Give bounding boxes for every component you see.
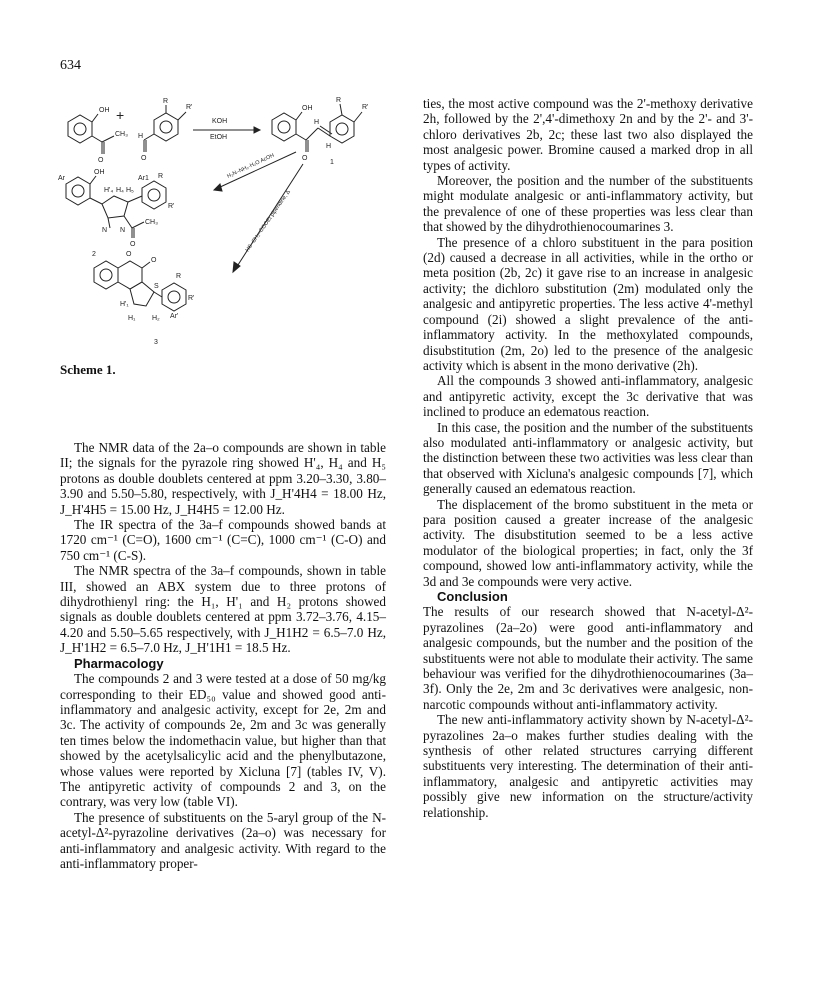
- paragraph: The presence of substituents on the 5-aryl group of the N-acetyl-Δ²-pyrazoline derivatives (2a–o) was necessary for anti-inflammatory and analgesic activity. With regard to the anti-inflammatory proper-: [60, 809, 386, 871]
- svg-text:H'₄: H'₄: [104, 187, 114, 194]
- benzaldehyde-structure: [144, 105, 186, 152]
- svg-text:R: R: [336, 97, 342, 104]
- reaction-scheme: [58, 92, 398, 362]
- thienocoumarin-structure: [94, 261, 186, 311]
- compound-label-2: 2: [92, 251, 96, 258]
- svg-text:O: O: [302, 155, 308, 162]
- svg-text:H: H: [314, 119, 320, 126]
- paragraph: The compounds 2 and 3 were tested at a dose of 50 mg/kg corresponding to their ED₅₀ value and showed good anti-inflammatory and analgesic activity, except for 2e, 2m and 3c. The activity of compounds 2e, 2m and 3c was generally ten times below the indomethacin value, but higher than that showed by the acetylsalicylic acid and the phenylbutazone, whose values were reported by Xicluna [7] (tables IV, V). The antipyretic activity of compounds 2 and 3, on the contrary, was very low (table VI).: [60, 671, 386, 810]
- compound-label-1: 1: [330, 159, 334, 166]
- svg-text:R': R': [168, 203, 175, 210]
- svg-text:H₄: H₄: [116, 187, 124, 194]
- svg-text:H₅: H₅: [126, 187, 134, 194]
- svg-text:CH₃: CH₃: [145, 219, 158, 226]
- svg-text:R': R': [362, 104, 369, 111]
- svg-text:R: R: [163, 98, 169, 105]
- svg-text:Ar': Ar': [170, 313, 179, 320]
- paragraph: In this case, the position and the number of the substituents also modulated anti-inflammatory or analgesic activity, but the distinction between these two activities was less clear than that observed with Xicluna's analgesic compounds [7], which generally caused an edematous reaction.: [423, 419, 753, 497]
- svg-text:+: +: [116, 107, 125, 123]
- scheme-caption: Scheme 1.: [60, 362, 116, 377]
- reagent-thioglycolate: HS–CH₂–COOEt piperidine, Δ: [244, 189, 292, 254]
- reagent-etoh: EtOH: [210, 134, 228, 141]
- svg-text:OH: OH: [94, 169, 105, 176]
- pyrazoline-structure: [66, 176, 166, 238]
- svg-text:H₂: H₂: [152, 315, 160, 322]
- chalcone-structure: [272, 104, 362, 152]
- svg-text:R: R: [176, 273, 182, 280]
- svg-text:Ar1: Ar1: [138, 175, 149, 182]
- page-number: 634: [60, 58, 81, 73]
- paragraph: ties, the most active compound was the 2'-methoxy derivative 2h, followed by the 2',4'-dimethoxy 2n and by the 2'- and 3'-chloro derivatives 2b, 2c; these last two also displayed the most analgesic power. Bromine caused a marked drop in all types of activity.: [423, 96, 753, 173]
- svg-text:O: O: [141, 155, 147, 162]
- svg-text:H₁: H₁: [128, 315, 136, 322]
- svg-text:R: R: [158, 173, 164, 180]
- svg-text:N: N: [102, 227, 108, 234]
- paragraph: The displacement of the bromo substituent in the meta or para position caused a greater increase of the analgesic activity. The disubstitution seemed to be a less active modulator of the biological properties; in fact, only the 3f compound, showed low anti-inflammatory activity, while the 3d and 3e compounds were very active.: [423, 496, 753, 589]
- svg-text:R': R': [186, 104, 193, 111]
- hydroxyacetophenone-structure: [68, 114, 114, 154]
- svg-text:O: O: [130, 241, 136, 248]
- svg-text:OH: OH: [302, 105, 313, 112]
- paragraph: The new anti-inflammatory activity shown by N-acetyl-Δ²-pyrazolines 2a–o makes further studies dealing with the synthesis of other related structures carrying different substituents very interesting. The determination of their anti-inflammatory, analgesic and antipyretic activities may possibly give new information on the structure/activity relationship.: [423, 712, 753, 820]
- left-column: [60, 440, 386, 871]
- svg-text:O: O: [98, 157, 104, 164]
- reagent-koh: KOH: [212, 118, 228, 125]
- paragraph: The NMR data of the 2a–o compounds are shown in table II; the signals for the pyrazole ring showed H'₄, H₄ and H₅ protons as double doublets centered at ppm 3.20–3.30, 3.80–3.90 and 5.50–5.80, respectively, with J_H'4H4 = 18.00 Hz, J_H'4H5 = 15.00 Hz, J_H4H5 = 12.00 Hz.: [60, 440, 386, 517]
- svg-text:H: H: [326, 143, 332, 150]
- paragraph: The presence of a chloro substituent in the para position (2d) caused a decrease in all activities, while in the ortho or meta position (2b, 2c) it gave rise to an increase in analgesic activity; the dichloro substitution (2m) modulated only the analgesic and antipyretic properties. The less active 4'-methyl compound (2i) showed a slight prevalence of the anti-inflammatory activity. In the methoxylated compounds, disubstitution (2m, 2o) led to the presence of the analgesic activity which is absent in the mono derivative (2h).: [423, 234, 753, 373]
- svg-text:H'₁: H'₁: [120, 301, 129, 308]
- svg-text:H: H: [138, 133, 144, 140]
- paragraph: The IR spectra of the 3a–f compounds showed bands at 1720 cm⁻¹ (C=O), 1600 cm⁻¹ (C=C), 1000 cm⁻¹ (C-O) and 750 cm⁻¹ (C-S).: [60, 517, 386, 563]
- section-heading-conclusion: Conclusion: [437, 589, 508, 604]
- svg-text:R': R': [188, 295, 195, 302]
- right-column: [423, 96, 753, 820]
- svg-text:CH₃: CH₃: [115, 131, 128, 138]
- compound-label-3: 3: [154, 339, 158, 346]
- svg-text:N: N: [120, 227, 126, 234]
- svg-text:Ar: Ar: [58, 175, 65, 182]
- section-heading-pharmacology: Pharmacology: [74, 655, 164, 671]
- paragraph: Moreover, the position and the number of the substituents might modulate analgesic or anti-inflammatory activity, but the prevalence of one of these properties was less clear than that showed by the dihydrothienocoumarines 3.: [423, 173, 753, 235]
- svg-text:S: S: [154, 283, 159, 290]
- paragraph: The results of our research showed that N-acetyl-Δ²-pyrazolines (2a–2o) were good anti-inflammatory and analgesic compounds, but the number and the position of the substituents were not able to modulate their activity. The same behaviour was verified for the dihydrothienocoumarines (3a–3f). Only the 2e, 2m and 3c derivatives were analgesic, non-narcotic compounds without anti-inflammatory activity.: [423, 604, 753, 712]
- oh-label-1: OH: [99, 107, 110, 114]
- svg-text:O: O: [151, 257, 157, 264]
- paragraph: The NMR spectra of the 3a–f compounds, shown in table III, showed an ABX system due to three protons of dihydrothienyl ring: the H₁, H'₁ and H₂ protons showed signals as double doublets centered at ppm 3.72–3.76, 4.15–4.20 and 5.50–5.65 respectively, with J_H1H2 = 6.5–7.0 Hz, J_H'1H2 = 6.5–7.0 Hz, J_H'1H1 = 18.5 Hz.: [60, 563, 386, 656]
- reagent-hydrazine: H₂N–NH₂·H₂O AcOH: [226, 152, 276, 180]
- paragraph: All the compounds 3 showed anti-inflammatory, analgesic and antipyretic activity, except the 3c derivative that was inclined to produce an edematous reaction.: [423, 373, 753, 420]
- svg-text:O: O: [126, 251, 132, 258]
